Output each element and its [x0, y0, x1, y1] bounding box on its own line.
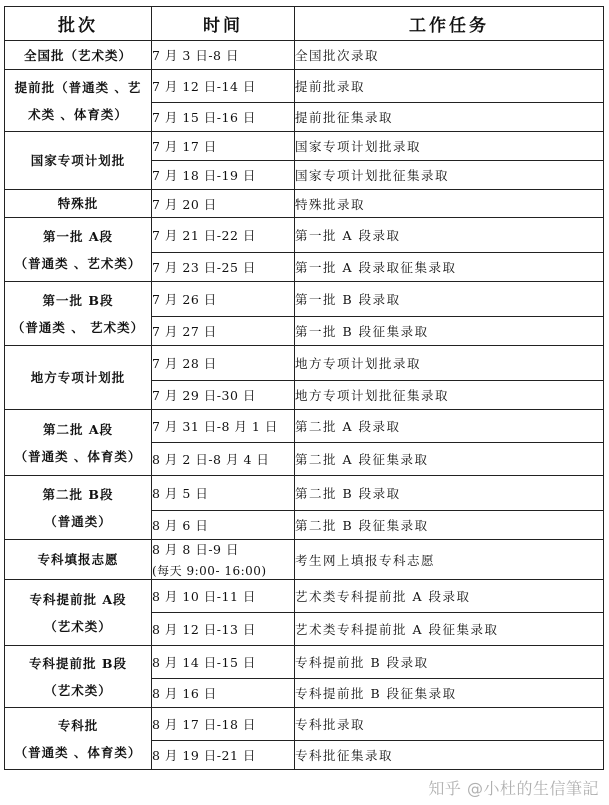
time-value: 7 月 17 日 — [152, 139, 217, 154]
batch-cell — [5, 190, 152, 218]
task-cell: 第二批 A 段录取 — [295, 410, 604, 443]
watermark: 知乎 @小杜的生信筆記 — [428, 779, 599, 798]
table-row — [5, 190, 604, 218]
time-value: 7 月 3 日-8 日 — [152, 48, 239, 63]
time-cell — [152, 381, 295, 410]
task-cell: 提前批录取 — [295, 70, 604, 103]
batch-label: （普通类 、体育类） — [14, 744, 142, 760]
batch-label: （普通类 、体育类） — [14, 448, 142, 464]
time-cell — [152, 41, 295, 70]
batch-cell — [5, 41, 152, 70]
time-cell — [152, 613, 295, 646]
time-value: 8 月 5 日 — [152, 486, 209, 501]
time-cell — [152, 132, 295, 161]
batch-cell — [5, 646, 152, 708]
batch-label: 全国批（艺术类） — [23, 47, 132, 63]
batch-label: 地方专项计划批 — [30, 370, 126, 385]
task-cell: 提前批征集录取 — [295, 103, 604, 132]
batch-label: （艺术类） — [44, 682, 112, 698]
batch-cell — [5, 708, 152, 770]
header-time: 时间 — [152, 7, 295, 41]
time-cell — [152, 161, 295, 190]
task-cell: 考生网上填报专科志愿 — [295, 540, 604, 580]
table-row — [5, 218, 604, 253]
time-cell — [152, 708, 295, 741]
batch-label: 专科批 — [57, 717, 99, 733]
time-value: 8 月 17 日-18 日 — [152, 717, 256, 732]
table-row — [5, 132, 604, 161]
time-cell — [152, 410, 295, 443]
batch-label: 提前批（普通类 、艺 — [14, 79, 142, 95]
batch-label: （艺术类） — [44, 618, 112, 634]
task-cell: 专科提前批 B 段征集录取 — [295, 679, 604, 708]
batch-label: （普通类 、 艺术类） — [11, 319, 145, 335]
time-value: 7 月 15 日-16 日 — [152, 110, 256, 125]
task-cell: 第一批 A 段录取征集录取 — [295, 253, 604, 282]
batch-cell — [5, 410, 152, 476]
task-cell: 地方专项计划批征集录取 — [295, 381, 604, 410]
batch-cell — [5, 132, 152, 190]
batch-label: 专科提前批 B段 — [29, 655, 127, 671]
time-cell — [152, 679, 295, 708]
time-cell — [152, 476, 295, 511]
task-cell: 第一批 B 段录取 — [295, 282, 604, 317]
task-cell: 地方专项计划批录取 — [295, 346, 604, 381]
batch-label: （普通类 、艺术类） — [14, 255, 142, 271]
task-cell: 第一批 A 段录取 — [295, 218, 604, 253]
time-cell — [152, 218, 295, 253]
time-cell — [152, 580, 295, 613]
batch-cell — [5, 346, 152, 410]
table-row — [5, 708, 604, 741]
batch-label: 专科提前批 A段 — [29, 591, 127, 607]
batch-label: 特殊批 — [57, 196, 99, 211]
task-cell: 第二批 B 段征集录取 — [295, 511, 604, 540]
time-value: 8 月 10 日-11 日 — [152, 589, 256, 604]
batch-label: 第二批 A段 — [42, 421, 114, 437]
task-cell: 国家专项计划批征集录取 — [295, 161, 604, 190]
table-row — [5, 540, 604, 580]
time-note: (每天 9:00- 16:00) — [152, 564, 267, 578]
time-cell — [152, 443, 295, 476]
time-cell — [152, 741, 295, 770]
time-cell — [152, 646, 295, 679]
batch-label: 专科填报志愿 — [37, 552, 119, 567]
task-cell: 全国批次录取 — [295, 41, 604, 70]
time-cell — [152, 540, 295, 580]
table-row — [5, 282, 604, 317]
time-value: 8 月 2 日-8 月 4 日 — [152, 452, 270, 467]
time-value: 7 月 28 日 — [152, 356, 217, 371]
header-task: 工作任务 — [295, 7, 604, 41]
time-cell — [152, 511, 295, 540]
time-value: 7 月 27 日 — [152, 324, 217, 339]
time-cell — [152, 253, 295, 282]
admission-schedule-table — [4, 6, 604, 770]
header-row — [5, 7, 604, 41]
table-row — [5, 646, 604, 679]
task-cell: 特殊批录取 — [295, 190, 604, 218]
task-cell: 第二批 B 段录取 — [295, 476, 604, 511]
time-value: 7 月 12 日-14 日 — [152, 79, 256, 94]
batch-cell — [5, 476, 152, 540]
batch-cell — [5, 580, 152, 646]
batch-label: 术类 、体育类） — [28, 106, 128, 122]
task-cell: 第一批 B 段征集录取 — [295, 317, 604, 346]
batch-cell — [5, 540, 152, 580]
time-cell — [152, 317, 295, 346]
table-row — [5, 410, 604, 443]
time-value: 7 月 26 日 — [152, 292, 217, 307]
header-batch: 批次 — [5, 7, 152, 41]
table-row — [5, 70, 604, 103]
batch-label: 第二批 B段 — [42, 486, 114, 502]
time-cell — [152, 282, 295, 317]
time-value: 8 月 16 日 — [152, 686, 217, 701]
time-cell — [152, 190, 295, 218]
batch-cell — [5, 70, 152, 132]
task-cell: 第二批 A 段征集录取 — [295, 443, 604, 476]
time-cell — [152, 103, 295, 132]
task-cell: 艺术类专科提前批 A 段征集录取 — [295, 613, 604, 646]
batch-label: 第一批 B段 — [42, 292, 114, 308]
time-value: 7 月 18 日-19 日 — [152, 168, 256, 183]
batch-label: 国家专项计划批 — [30, 153, 126, 168]
time-value: 8 月 6 日 — [152, 518, 209, 533]
time-value: 7 月 21 日-22 日 — [152, 228, 256, 243]
time-value: 7 月 20 日 — [152, 196, 217, 212]
table-row — [5, 580, 604, 613]
time-value: 8 月 12 日-13 日 — [152, 622, 256, 637]
task-cell: 专科批征集录取 — [295, 741, 604, 770]
batch-label: （普通类） — [44, 513, 112, 529]
time-value: 8 月 14 日-15 日 — [152, 655, 256, 670]
task-cell: 国家专项计划批录取 — [295, 132, 604, 161]
time-value: 7 月 29 日-30 日 — [152, 388, 256, 403]
time-value: 8 月 8 日-9 日 — [152, 542, 239, 557]
time-value: 7 月 23 日-25 日 — [152, 260, 256, 275]
table-row — [5, 41, 604, 70]
batch-cell — [5, 282, 152, 346]
task-cell: 专科批录取 — [295, 708, 604, 741]
schedule-body — [5, 41, 604, 770]
task-cell: 艺术类专科提前批 A 段录取 — [295, 580, 604, 613]
task-cell: 专科提前批 B 段录取 — [295, 646, 604, 679]
time-value: 8 月 19 日-21 日 — [152, 748, 256, 763]
batch-label: 第一批 A段 — [42, 228, 114, 244]
time-cell — [152, 346, 295, 381]
batch-cell — [5, 218, 152, 282]
table-row — [5, 476, 604, 511]
time-cell — [152, 70, 295, 103]
table-row — [5, 346, 604, 381]
time-value: 7 月 31 日-8 月 1 日 — [152, 419, 278, 434]
